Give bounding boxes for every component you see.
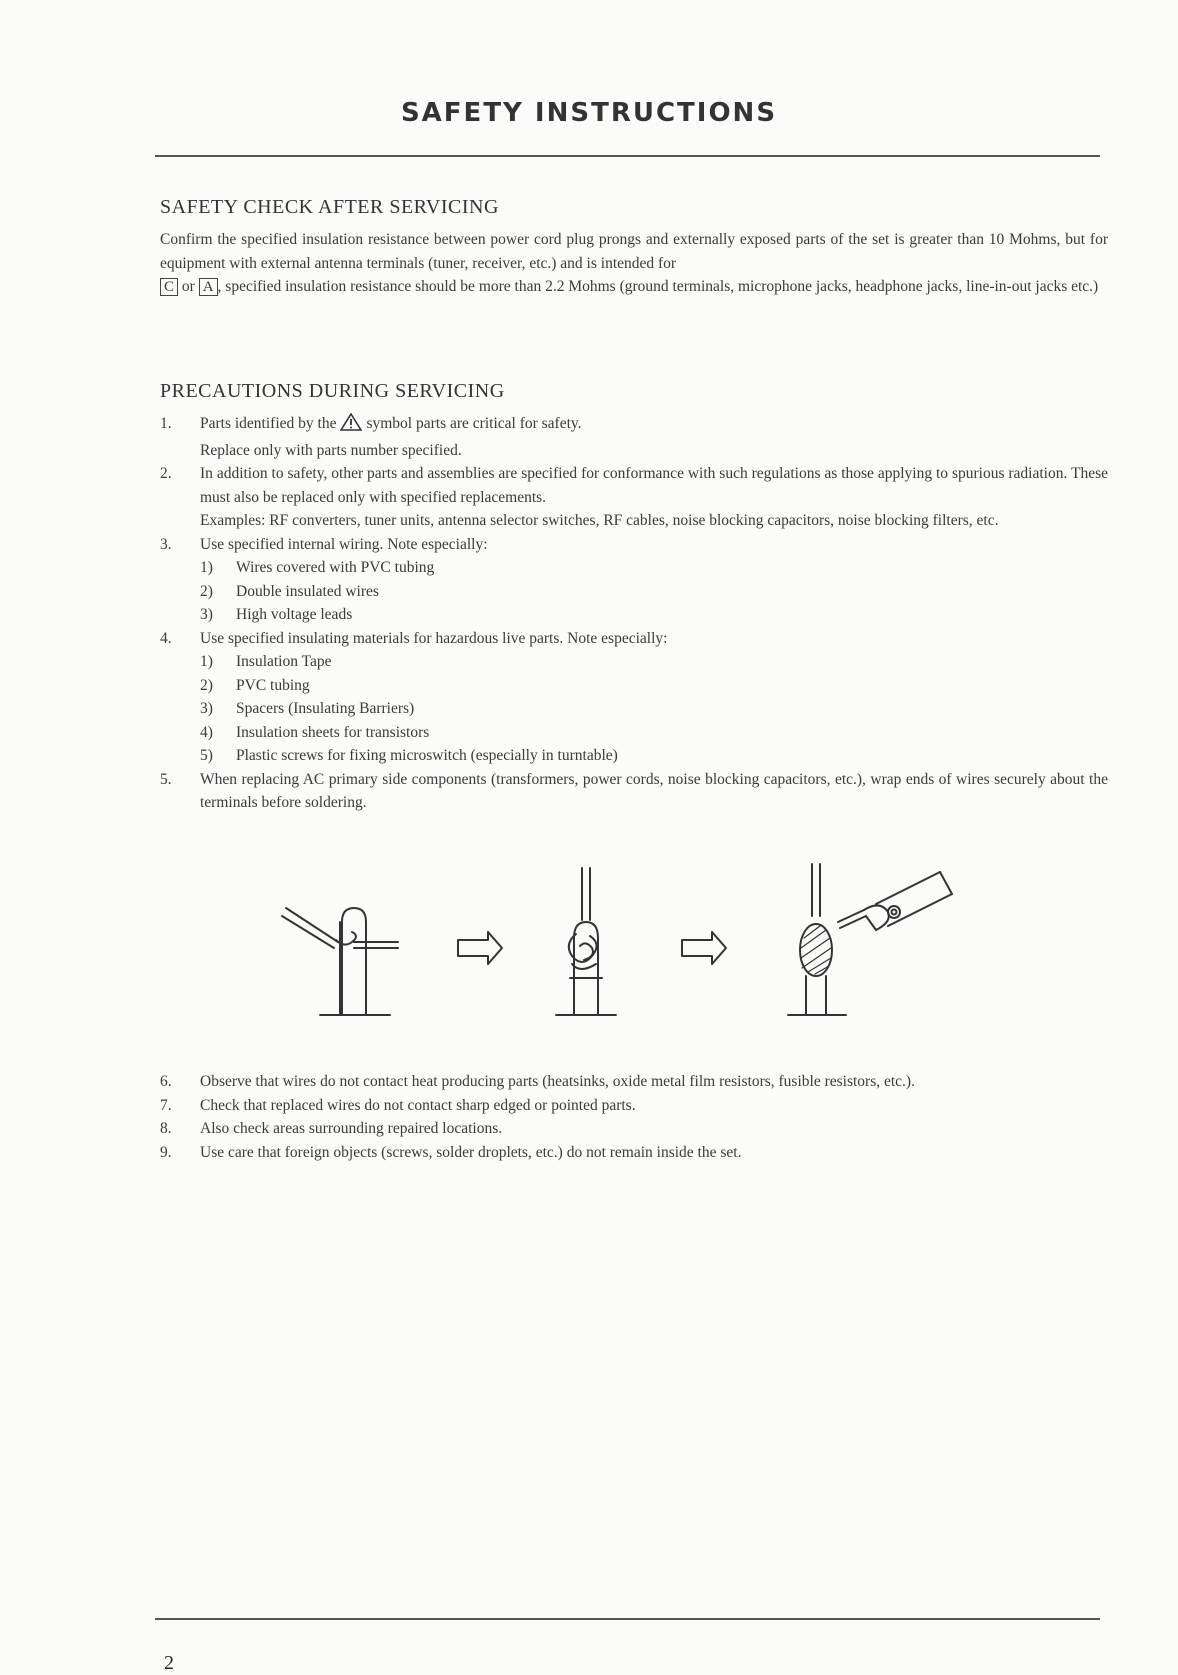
wire-wrapping-illustration [280,860,1020,1030]
sub-number: 1) [200,653,213,670]
sub-item [200,697,1108,721]
page-title: SAFETY INSTRUCTIONS [400,98,778,128]
sub-item [200,650,1108,674]
safety-check-text-2: , specified insulation resistance should be more than 2.2 Mohms (ground terminals, microphone jacks, headphone jacks, line-in-out jacks etc.) [217,278,1099,295]
sub-item [200,744,1108,768]
sub-text: Plastic screws for fixing microswitch (especially in turntable) [236,747,618,764]
class-a-box: A [199,278,218,296]
item-2-examples: Examples: RF converters, tuner units, antenna selector switches, RF cables, noise blocking capacitors, noise blocking filters, etc. [200,512,999,529]
precaution-item-3 [160,533,1108,627]
sub-text: Wires covered with PVC tubing [236,559,435,576]
sub-text: High voltage leads [236,606,353,623]
arrow-right-icon [682,932,726,964]
item-1-line-2: Replace only with parts number specified. [200,441,462,459]
item-5-text: When replacing AC primary side components (transformers, power cords, noise blocking capacitors, etc.), wrap ends of wires securely about the terminals before soldering. [200,770,1108,811]
item-number: 3. [160,535,172,553]
precaution-item-5 [160,768,1108,815]
item-2-text: In addition to safety, other parts and assemblies are specified for conformance with such regulations as those applying to spurious radiation. These must also be replaced only with specified replacements. [200,465,1108,506]
item-number: 8. [160,1120,172,1137]
safety-check-paragraph [160,228,1108,299]
precaution-item-1 [160,412,1108,462]
sub-item [200,556,1108,580]
sub-number: 5) [200,747,213,764]
sub-number: 4) [200,723,213,741]
header-rule [155,155,1100,157]
item-6-text: Observe that wires do not contact heat producing parts (heatsinks, oxide metal film resistors, fusible resistors, etc.). [200,1073,915,1090]
sub-text: PVC tubing [236,676,310,694]
precaution-item-6 [160,1070,1108,1094]
soldered-terminal-icon [788,864,952,1015]
or-word: or [181,278,195,295]
class-c-box: C [160,278,178,296]
item-number: 4. [160,629,172,647]
item-8-text: Also check areas surrounding repaired locations. [200,1120,503,1137]
arrow-right-icon [458,932,502,964]
precaution-item-7 [160,1094,1108,1118]
item-number: 2. [160,465,172,482]
sub-text: Insulation sheets for transistors [236,723,430,741]
sub-number: 3) [200,700,213,717]
precaution-item-9 [160,1141,1108,1165]
terminal-with-wire-icon [282,908,398,1015]
sub-text: Double insulated wires [236,582,379,600]
precautions-heading: PRECAUTIONS DURING SERVICING [160,380,505,402]
sub-number: 2) [200,582,213,600]
sub-number: 3) [200,606,213,623]
item-9-text: Use care that foreign objects (screws, solder droplets, etc.) do not remain inside the set. [200,1143,742,1161]
footer-rule [155,1618,1100,1620]
precautions-list-bottom [160,1070,1108,1164]
sub-item [200,603,1108,627]
sub-item [200,674,1108,698]
item-number: 9. [160,1143,172,1161]
sub-text: Insulation Tape [236,653,332,670]
sub-item [200,580,1108,604]
safety-check-heading: SAFETY CHECK AFTER SERVICING [160,196,499,218]
precaution-item-2 [160,462,1108,533]
item-7-text: Check that replaced wires do not contact sharp edged or pointed parts. [200,1096,636,1114]
sub-text: Spacers (Insulating Barriers) [236,700,415,717]
item-number: 6. [160,1073,172,1090]
item-number: 5. [160,770,172,788]
safety-check-text-1: Confirm the specified insulation resistance between power cord plug prongs and externally exposed parts of the set is greater than 10 Mohms, but for equipment with external antenna terminals (tuner, receiver, etc.) and is intended for [160,231,1108,272]
item-1-text-post: symbol parts are critical for safety. [366,415,582,432]
sub-item [200,721,1108,745]
item-4-text: Use specified insulating materials for hazardous live parts. Note especially: [200,629,668,647]
wrapped-terminal-icon [556,868,616,1015]
sub-number: 2) [200,676,213,694]
precautions-list-top [160,412,1108,815]
precaution-item-4 [160,627,1108,768]
page-number: 2 [164,1652,174,1674]
item-number: 1. [160,415,172,432]
item-1-text-pre: Parts identified by the [200,415,337,432]
item-3-text: Use specified internal wiring. Note especially: [200,535,488,553]
warning-triangle-icon [340,413,362,439]
precaution-item-8 [160,1117,1108,1141]
sub-number: 1) [200,559,213,576]
item-number: 7. [160,1096,172,1114]
